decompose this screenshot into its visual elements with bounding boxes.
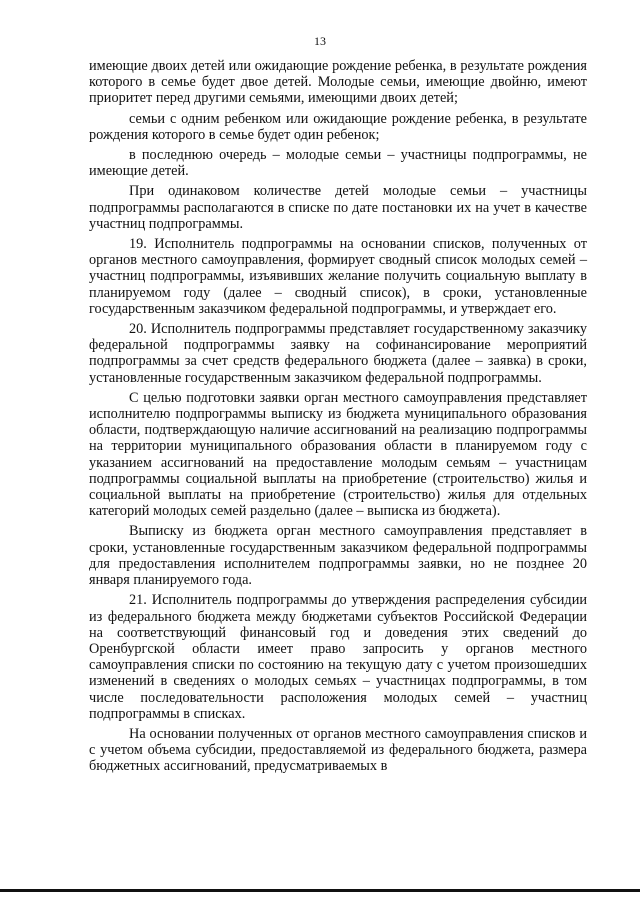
paragraph: 20. Исполнитель подпрограммы представляет государственному заказчику федеральной подпрограммы заявку на софинансирование мероприятий подпрограммы за счет средств федерального бюджета (далее – заявка) в сроки, установленные государственным заказчиком федеральной подпрограммы.	[89, 321, 587, 386]
document-body	[89, 58, 587, 779]
paragraph: 21. Исполнитель подпрограммы до утверждения распределения субсидии из федерального бюджета между бюджетами субъектов Российской Федерации на соответствующий финансовый год и доведения этих сведений до Оренбургской области имеет право запросить у органов местного самоуправления списки по состоянию на текущую дату с учетом произошедших изменений в сведениях о молодых семьях – участницах подпрограммы, в том числе последовательности расположения молодых семей – участниц подпрограммы в списках.	[89, 592, 587, 722]
page-number: 13	[314, 34, 326, 48]
paragraph: 19. Исполнитель подпрограммы на основании списков, полученных от органов местного самоуправления, формирует сводный список молодых семей – участниц подпрограммы, изъявивших желание получить социальную выплату в планируемом году (далее – сводный список), в сроки, установленные государственным заказчиком федеральной подпрограммы, и утверждает его.	[89, 236, 587, 317]
paragraph: имеющие двоих детей или ожидающие рождение ребенка, в результате рождения которого в семье будет двое детей. Молодые семьи, имеющие двойню, имеют приоритет перед другими семьями, имеющими двоих детей;	[89, 58, 587, 107]
paragraph: При одинаковом количестве детей молодые семьи – участницы подпрограммы располагаются в списке по дате постановки их на учет в качестве участниц подпрограммы.	[89, 183, 587, 232]
paragraph: семьи с одним ребенком или ожидающие рождение ребенка, в результате рождения которого в семье будет один ребенок;	[89, 110, 587, 143]
paragraph: Выписку из бюджета орган местного самоуправления представляет в сроки, установленные государственным заказчиком федеральной подпрограммы для предоставления исполнителем подпрограммы заявки, но не позднее 20 января планируемого года.	[89, 523, 587, 589]
page-bottom-border	[0, 889, 640, 892]
paragraph: в последнюю очередь – молодые семьи – участницы подпрограммы, не имеющие детей.	[89, 147, 587, 180]
paragraph: С целью подготовки заявки орган местного самоуправления представляет исполнителю подпрограммы выписку из бюджета муниципального образования области, подтверждающую наличие ассигнований на реализацию подпрограммы на территории муниципального образования области в планируемом году с указанием ассигнований на предоставление молодым семьям – участницам подпрограммы социальной выплаты на приобретение (строительство) жилья и социальной выплаты на приобретение (строительство) жилья для отдельных категорий молодых семей раздельно (далее – выписка из бюджета).	[89, 389, 587, 520]
paragraph: На основании полученных от органов местного самоуправления списков и с учетом объема субсидии, предоставляемой из федерального бюджета, размера бюджетных ассигнований, предусматриваемых в	[89, 725, 587, 775]
